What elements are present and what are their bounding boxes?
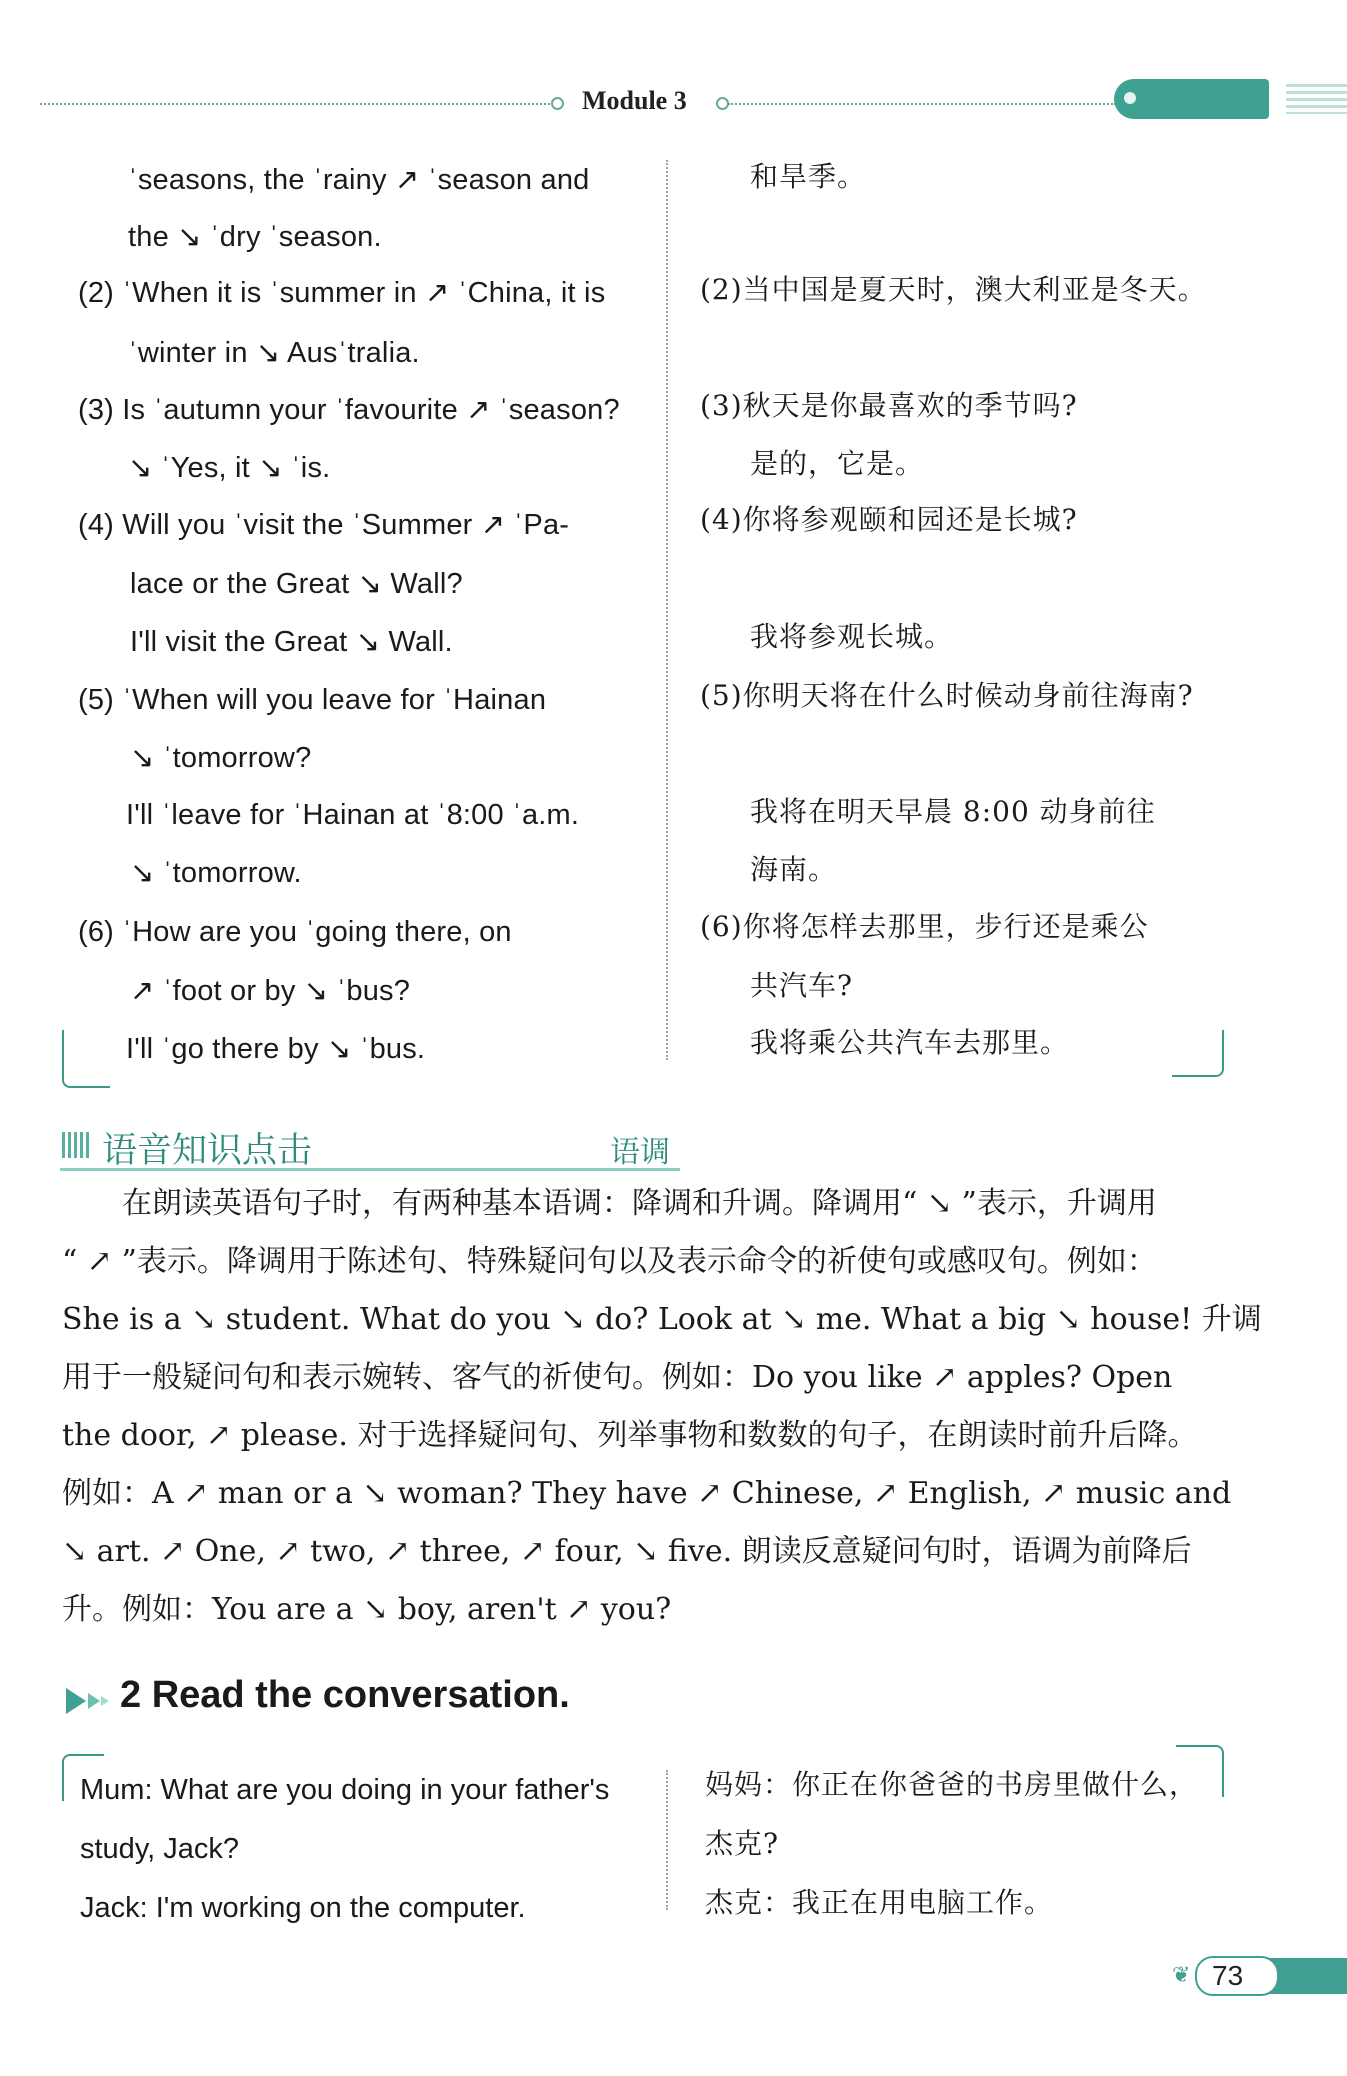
section-underline xyxy=(60,1168,680,1171)
page-number: 73 xyxy=(1212,1960,1244,1991)
table-divider xyxy=(666,160,668,1060)
table-row-en: (3) Is ˈautumn your ˈfavourite ↗ ˈseason? xyxy=(78,394,620,426)
paragraph-line: 用于一般疑问句和表示婉转、客气的祈使句。例如：Do you like ↗ apples? Open xyxy=(62,1360,1173,1395)
section-tag: 语调 xyxy=(610,1135,670,1170)
table-row-zh: 海南。 xyxy=(750,853,838,886)
conversation-line-zh: 杰克：我正在用电脑工作。 xyxy=(705,1886,1054,1919)
table-row-zh: 共汽车? xyxy=(750,969,854,1002)
header-tab xyxy=(1114,79,1269,119)
table-row-zh: (4)你将参观颐和园还是长城? xyxy=(700,503,1078,536)
table-row-zh: (5)你明天将在什么时候动身前往海南? xyxy=(700,679,1194,712)
module-title: Module 3 xyxy=(582,86,687,115)
table-row-zh: 和旱季。 xyxy=(750,160,867,193)
header-stripes xyxy=(1286,84,1347,114)
paragraph-line: 例如：A ↗ man or a ↘ woman? They have ↗ Chinese, ↗ English, ↗ music and xyxy=(62,1476,1232,1511)
conversation-line-en: Mum: What are you doing in your father's xyxy=(80,1774,610,1806)
table-row-en: ↘ ˈtomorrow. xyxy=(130,857,302,889)
paragraph-line: 在朗读英语句子时，有两种基本语调：降调和升调。降调用“ ↘ ”表示，升调用 xyxy=(62,1186,1157,1221)
paragraph-line: 升。例如：You are a ↘ boy, aren't ↗ you? xyxy=(62,1592,672,1627)
table-row-en: I'll ˈleave for ˈHainan at ˈ8:00 ˈa.m. xyxy=(126,799,580,831)
table-row-zh: 我将参观长城。 xyxy=(750,620,954,653)
table-row-en: I'll ˈgo there by ↘ ˈbus. xyxy=(126,1033,426,1065)
section-title: 语音知识点击 xyxy=(102,1131,313,1171)
table-row-zh: (2)当中国是夏天时，澳大利亚是冬天。 xyxy=(700,273,1207,306)
table-row-zh: (6)你将怎样去那里，步行还是乘公 xyxy=(700,910,1149,943)
table-row-en: ↘ ˈtomorrow? xyxy=(130,742,312,774)
paragraph-line: She is a ↘ student. What do you ↘ do? Look at ↘ me. What a big ↘ house! 升调 xyxy=(62,1302,1262,1337)
header-rule-right xyxy=(728,103,1116,105)
table-row-en: ˈwinter in ↘ Ausˈtralia. xyxy=(128,337,420,369)
table-row-en: ˈseasons, the ˈrainy ↗ ˈseason and xyxy=(128,164,590,196)
arrow-icon xyxy=(66,1688,112,1714)
conversation-line-en: study, Jack? xyxy=(80,1833,240,1865)
table-bracket-left xyxy=(62,1030,110,1088)
table-row-zh: 我将乘公共汽车去那里。 xyxy=(750,1026,1070,1059)
table-row-en: the ↘ ˈdry ˈseason. xyxy=(128,221,382,253)
conversation-line-en: Jack: I'm working on the computer. xyxy=(80,1892,526,1924)
table-row-en: (2) ˈWhen it is ˈsummer in ↗ ˈChina, it is xyxy=(78,277,606,309)
header-rule-left xyxy=(40,103,554,105)
table-row-en: I'll visit the Great ↘ Wall. xyxy=(130,626,453,658)
table-row-en: (5) ˈWhen will you leave for ˈHainan xyxy=(78,684,547,716)
section-icon xyxy=(62,1132,92,1158)
table-bracket-right xyxy=(1172,1030,1224,1077)
table-row-en: ↗ ˈfoot or by ↘ ˈbus? xyxy=(130,975,411,1007)
table-row-zh: 我将在明天早晨 8:00 动身前往 xyxy=(750,795,1156,828)
table-row-en: (4) Will you ˈvisit the ˈSummer ↗ ˈPa- xyxy=(78,509,570,541)
paragraph-line: the door, ↗ please. 对于选择疑问句、列举事物和数数的句子，在朗读时前升后降。 xyxy=(62,1418,1198,1453)
conversation-line-zh: 妈妈：你正在你爸爸的书房里做什么， xyxy=(705,1768,1199,1801)
conversation-line-zh: 杰克? xyxy=(705,1827,780,1860)
header-tab-knob xyxy=(1124,92,1136,104)
paragraph-line: “ ↗ ”表示。降调用于陈述句、特殊疑问句以及表示命令的祈使句或感叹句。例如： xyxy=(62,1244,1157,1279)
paragraph-line: ↘ art. ↗ One, ↗ two, ↗ three, ↗ four, ↘ five. 朗读反意疑问句时，语调为前降后 xyxy=(62,1534,1192,1569)
leaf-icon: ❦ xyxy=(1172,1962,1191,1987)
table-row-en: lace or the Great ↘ Wall? xyxy=(130,568,463,600)
table-row-en: ↘ ˈYes, it ↘ ˈis. xyxy=(128,452,331,484)
exercise-heading: 2 Read the conversation. xyxy=(120,1674,570,1716)
header-dot-left xyxy=(551,97,564,110)
table-row-en: (6) ˈHow are you ˈgoing there, on xyxy=(78,916,512,948)
conversation-divider xyxy=(666,1770,668,1910)
table-row-zh: (3)秋天是你最喜欢的季节吗? xyxy=(700,389,1078,422)
table-row-zh: 是的，它是。 xyxy=(750,447,925,480)
